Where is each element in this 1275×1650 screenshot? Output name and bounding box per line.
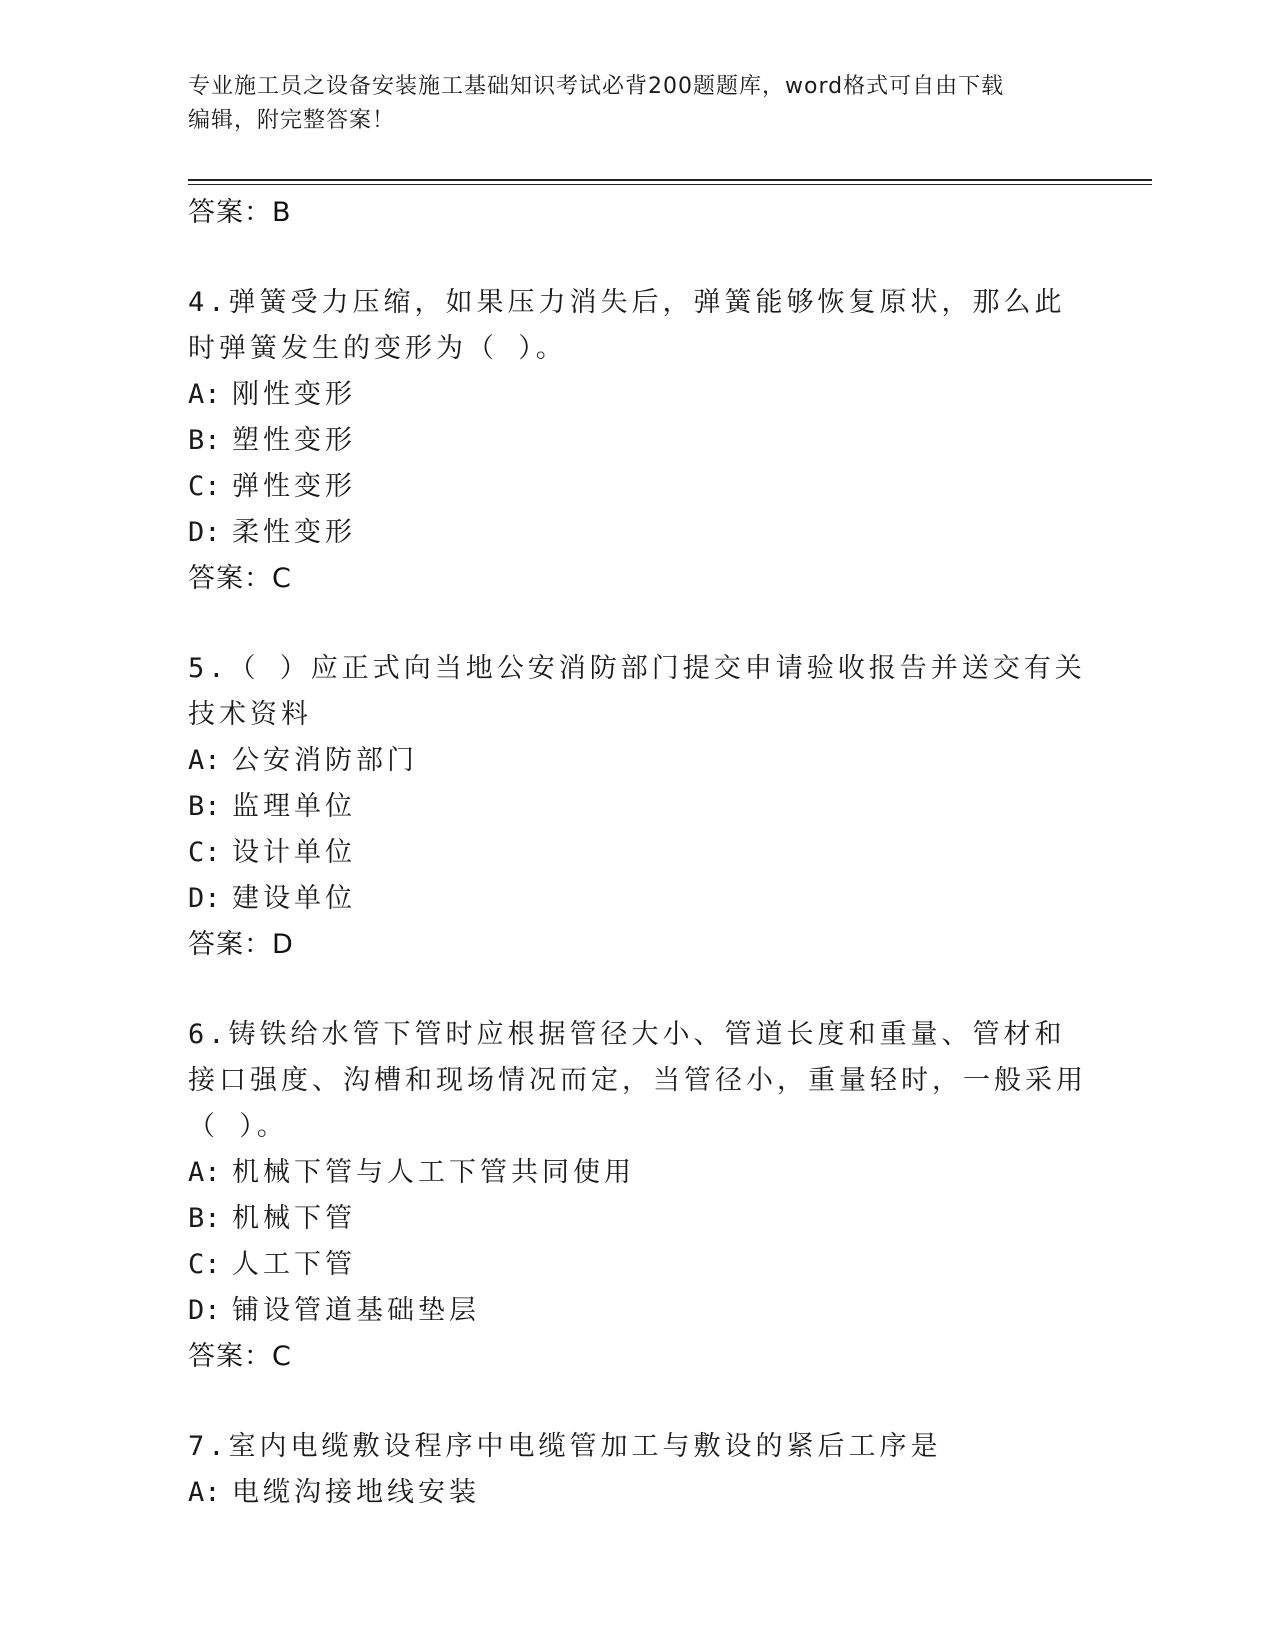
option-b bbox=[188, 784, 1088, 830]
option-key: D: bbox=[188, 517, 221, 548]
option-key: A: bbox=[188, 1157, 221, 1188]
question-stem: 6.铸铁给水管下管时应根据管径大小、管道长度和重量、管材和接口强度、沟槽和现场情况而定，当管径小，重量轻时，一般采用（ ）。 bbox=[188, 1019, 1087, 1142]
header-rule-thin bbox=[188, 184, 1152, 185]
option-text: 弹性变形 bbox=[232, 471, 356, 502]
question-block bbox=[188, 646, 1088, 968]
option-key: C: bbox=[188, 837, 221, 868]
option-text: 机械下管与人工下管共同使用 bbox=[232, 1157, 635, 1188]
option-b bbox=[188, 418, 1088, 464]
option-a bbox=[188, 1150, 1088, 1196]
option-key: C: bbox=[188, 471, 221, 502]
option-text: 刚性变形 bbox=[232, 379, 356, 410]
option-c bbox=[188, 830, 1088, 876]
option-key: C: bbox=[188, 1249, 221, 1280]
option-key: A: bbox=[188, 745, 221, 776]
option-a bbox=[188, 1470, 1088, 1516]
option-a bbox=[188, 372, 1088, 418]
question-block bbox=[188, 1424, 1088, 1516]
header-rule-thick bbox=[188, 179, 1152, 181]
spacer bbox=[188, 236, 1088, 280]
option-b bbox=[188, 1196, 1088, 1242]
option-text: 铺设管道基础垫层 bbox=[232, 1295, 480, 1326]
option-key: B: bbox=[188, 1203, 221, 1234]
question-stem: 4.弹簧受力压缩，如果压力消失后，弹簧能够恢复原状，那么此时弹簧发生的变形为（ ）。 bbox=[188, 287, 1066, 364]
question-stem: 5.（ ）应正式向当地公安消防部门提交申请验收报告并送交有关技术资料 bbox=[188, 653, 1086, 730]
option-key: B: bbox=[188, 425, 221, 456]
option-key: A: bbox=[188, 379, 221, 410]
answer-line: 答案：C bbox=[188, 563, 292, 594]
answer-line: 答案：B bbox=[188, 197, 292, 228]
spacer bbox=[188, 1380, 1088, 1424]
option-text: 公安消防部门 bbox=[232, 745, 418, 776]
header-line-1: 专业施工员之设备安装施工基础知识考试必背200题题库，word格式可自由下载 bbox=[188, 74, 1005, 99]
question-list bbox=[188, 190, 1088, 1516]
question-block bbox=[188, 1012, 1088, 1380]
option-text: 机械下管 bbox=[232, 1203, 356, 1234]
option-c bbox=[188, 1242, 1088, 1288]
option-text: 建设单位 bbox=[232, 883, 356, 914]
option-text: 人工下管 bbox=[232, 1249, 356, 1280]
option-d bbox=[188, 510, 1088, 556]
option-a bbox=[188, 738, 1088, 784]
spacer bbox=[188, 968, 1088, 1012]
option-key: A: bbox=[188, 1477, 221, 1508]
spacer bbox=[188, 602, 1088, 646]
option-text: 监理单位 bbox=[232, 791, 356, 822]
option-text: 塑性变形 bbox=[232, 425, 356, 456]
question-block bbox=[188, 280, 1088, 602]
header-line-2: 编辑，附完整答案！ bbox=[188, 108, 396, 133]
option-text: 电缆沟接地线安装 bbox=[232, 1477, 480, 1508]
option-text: 设计单位 bbox=[232, 837, 356, 868]
option-key: D: bbox=[188, 883, 221, 914]
option-d bbox=[188, 1288, 1088, 1334]
answer-line: 答案：D bbox=[188, 929, 294, 960]
question-stem: 7.室内电缆敷设程序中电缆管加工与敷设的紧后工序是 bbox=[188, 1431, 942, 1462]
document-header bbox=[188, 70, 1088, 138]
option-text: 柔性变形 bbox=[232, 517, 356, 548]
option-d bbox=[188, 876, 1088, 922]
option-key: D: bbox=[188, 1295, 221, 1326]
answer-line: 答案：C bbox=[188, 1341, 292, 1372]
option-key: B: bbox=[188, 791, 221, 822]
option-c bbox=[188, 464, 1088, 510]
